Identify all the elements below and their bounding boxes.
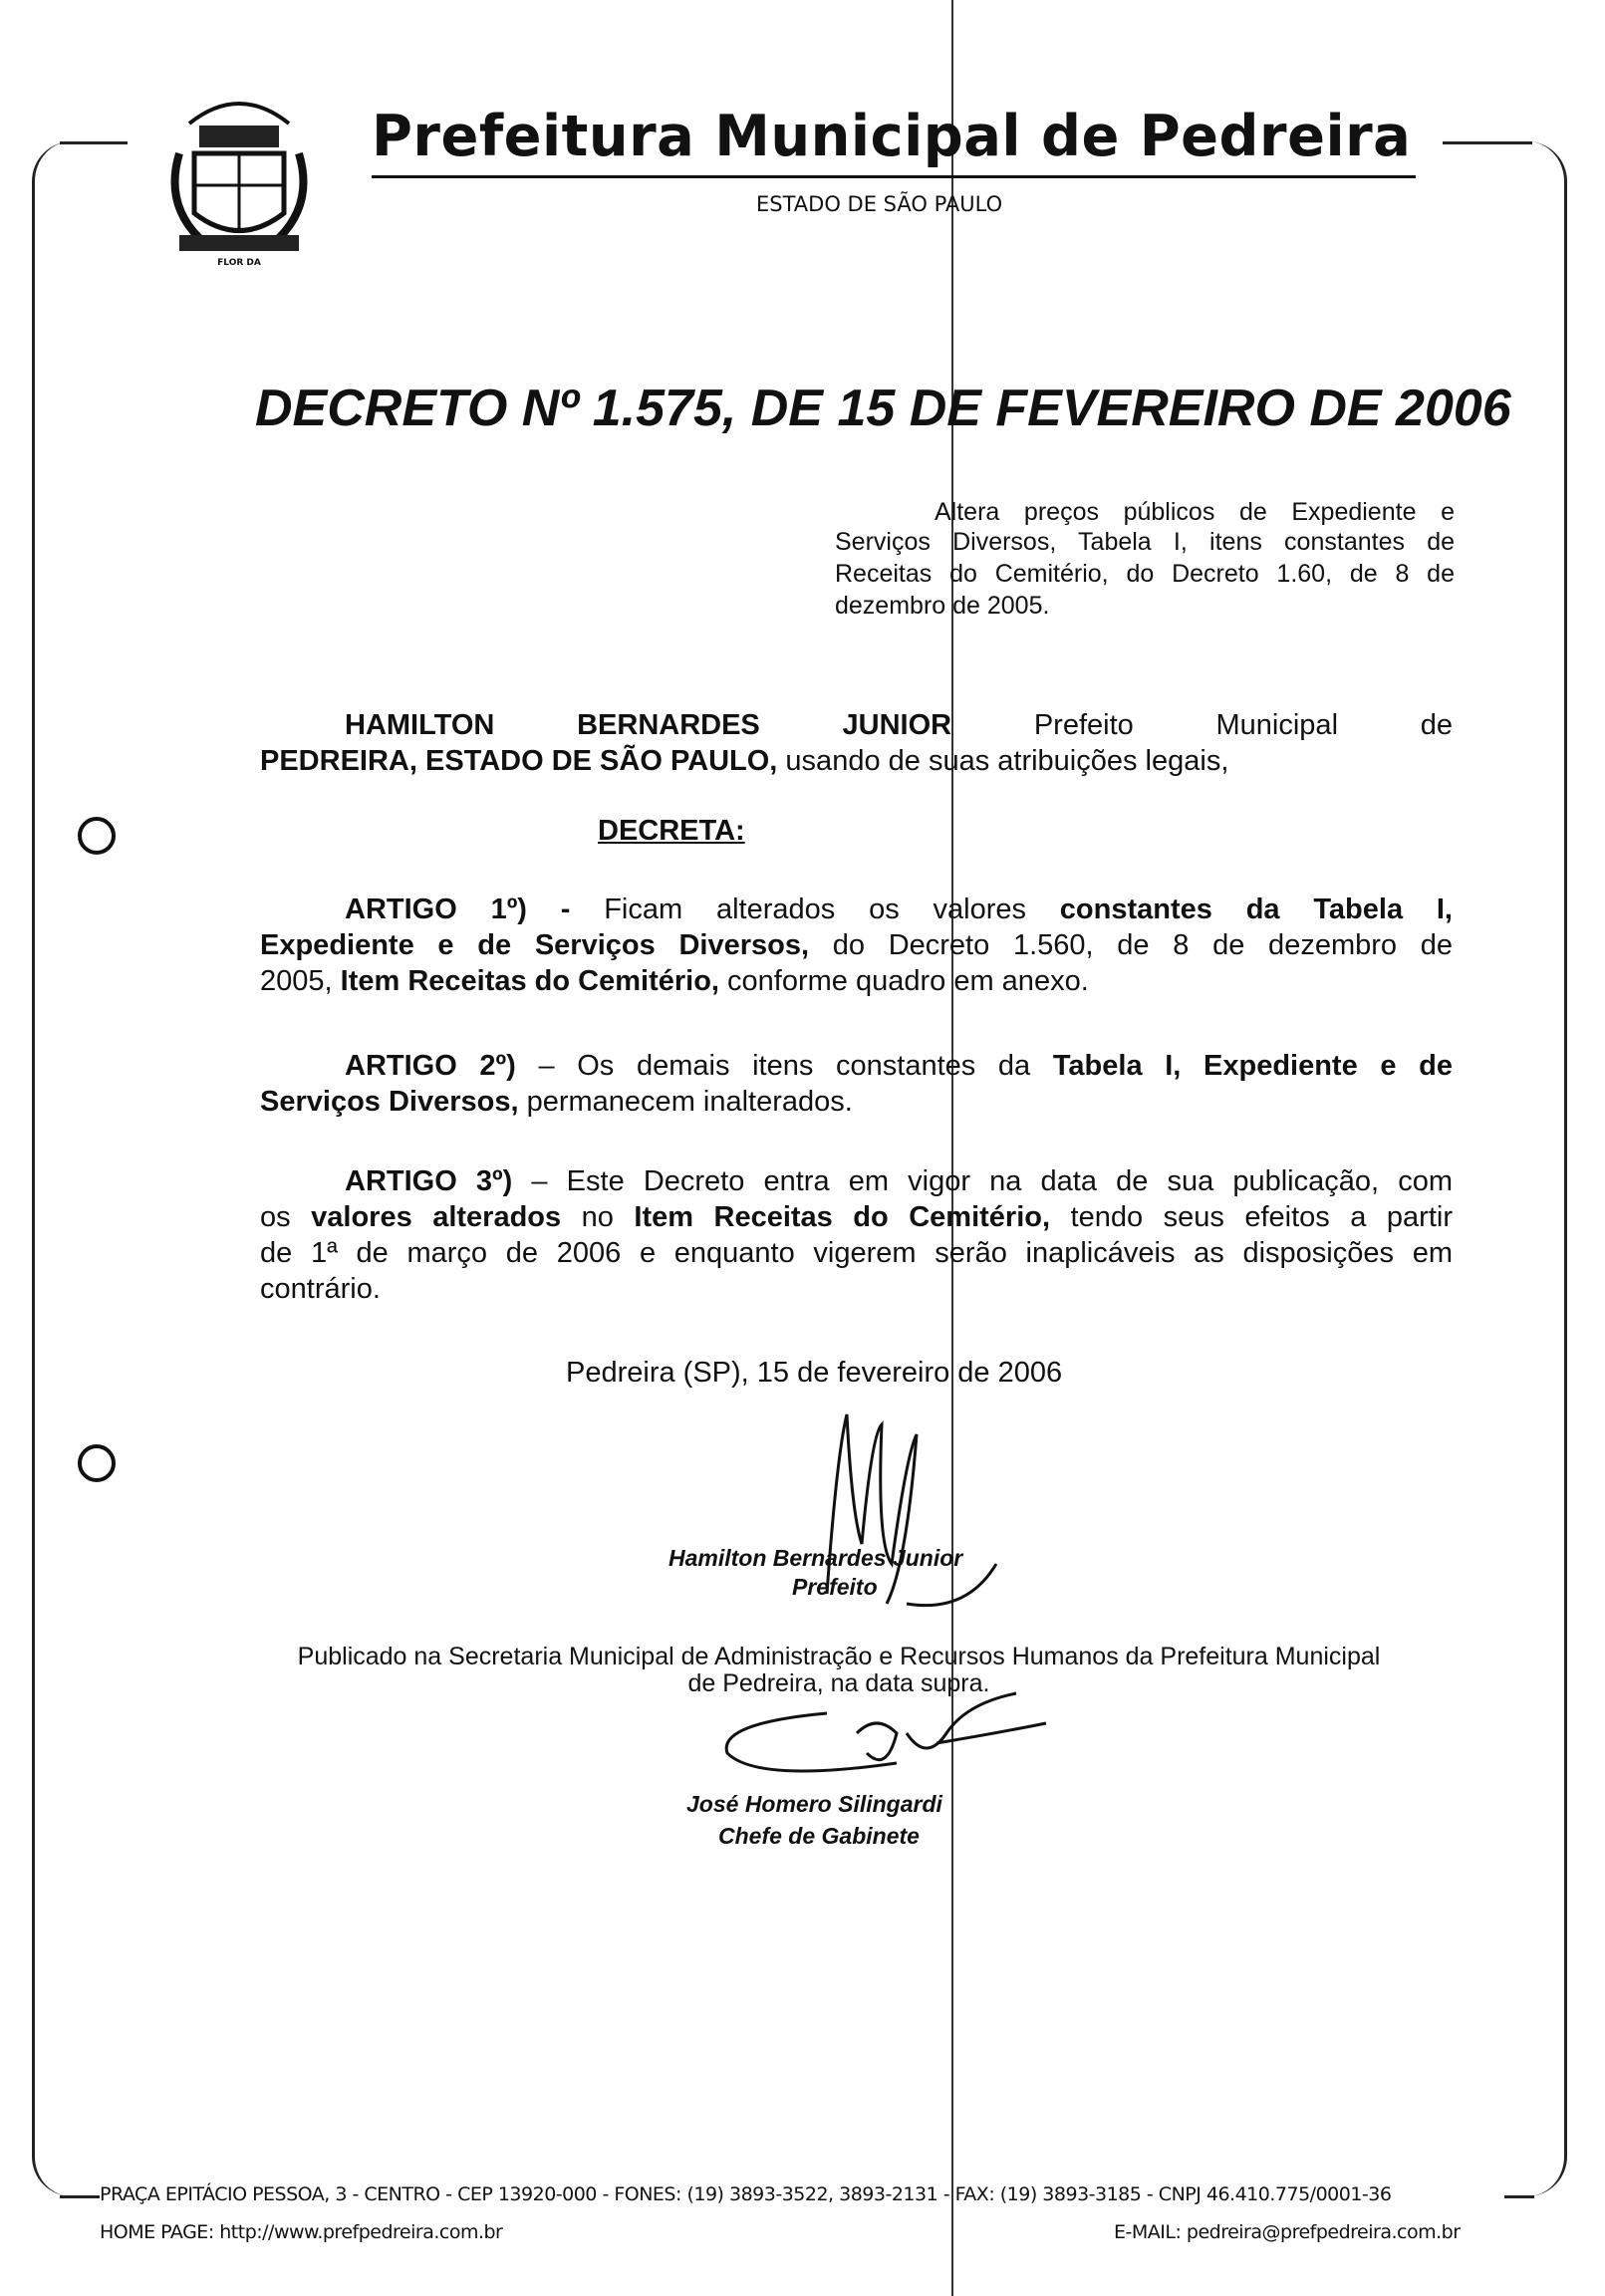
signer1-name: Hamilton Bernardes Junior [669, 1545, 963, 1571]
scan-artifact-line [951, 0, 953, 2296]
signer2-name: José Homero Silingardi [686, 1791, 942, 1817]
paragraph-line [345, 1165, 1453, 1198]
paragraph-line [260, 1273, 1453, 1306]
paragraph-line [345, 1050, 1453, 1083]
paragraph-line [260, 1201, 1453, 1234]
text-segment: Item Receitas do Cemitério, [340, 965, 719, 997]
footer-homepage[interactable]: HOME PAGE: http://www.prefpedreira.com.br [100, 2221, 503, 2243]
text-segment: Prefeito Municipal de [951, 709, 1453, 741]
text-segment: HAMILTON BERNARDES JUNIOR [345, 709, 952, 741]
text-segment: – Os demais itens constantes da [515, 1050, 1053, 1082]
summary-line: Receitas do Cemitério, do Decreto 1.60, de 8 de [835, 560, 1455, 588]
svg-text:FLOR DA: FLOR DA [217, 258, 261, 268]
place-date: Pedreira (SP), 15 de fevereiro de 2006 [566, 1357, 1063, 1389]
paragraph-line [260, 929, 1453, 962]
text-segment: constantes da Tabela I, [1059, 893, 1453, 925]
text-segment: – Este Decreto entra em vigor na data de sua publicação, com [512, 1165, 1453, 1197]
text-segment: permanecem inalterados. [518, 1086, 853, 1118]
paragraph-line [260, 1237, 1453, 1270]
border-line [1443, 141, 1532, 144]
summary-line: dezembro de 2005. [835, 592, 1050, 620]
text-segment: ARTIGO 2º) [345, 1050, 516, 1082]
border-line [60, 2195, 100, 2198]
punch-hole [78, 817, 116, 855]
text-segment: ARTIGO 3º) [345, 1165, 513, 1197]
publication-line: Publicado na Secretaria Municipal de Administração e Recursos Humanos da Prefeitura Municipal [297, 1643, 1381, 1670]
text-segment: do Decreto 1.560, de 8 de dezembro de [809, 929, 1453, 961]
paragraph-line [260, 745, 1453, 778]
header-state: ESTADO DE SÃO PAULO [756, 192, 1003, 216]
summary-line: Altera preços públicos de Expediente e [935, 498, 1455, 526]
footer-email[interactable]: E-MAIL: pedreira@prefpedreira.com.br [1114, 2221, 1461, 2243]
paragraph-line [345, 709, 1453, 742]
title-underline [372, 175, 1416, 178]
signature-chief [697, 1673, 1076, 1803]
border-line [60, 141, 128, 144]
text-segment: no [561, 1201, 635, 1233]
text-segment: de 1ª de março de 2006 e enquanto vigerem serão inaplicáveis as disposições em [260, 1237, 1453, 1269]
footer-address: PRAÇA EPITÁCIO PESSOA, 3 - CENTRO - CEP 13920-000 - FONES: (19) 3893-3522, 3893-2131 - FAX: (19) 3893-3185 - CNPJ 46.410.775/0001-36 [100, 2183, 1392, 2205]
text-segment: Item Receitas do Cemitério, [634, 1201, 1051, 1233]
border-line [1504, 2195, 1534, 2198]
text-segment: os [260, 1201, 312, 1233]
summary-line: Serviços Diversos, Tabela I, itens constantes de [835, 528, 1455, 556]
text-segment: 2005, [260, 965, 341, 997]
text-segment: Ficam alterados os valores [604, 893, 1060, 925]
publication-line: de Pedreira, na data supra. [687, 1669, 990, 1697]
header-title: Prefeitura Municipal de Pedreira [372, 104, 1412, 169]
text-segment: valores alterados [311, 1201, 562, 1233]
decree-title: DECRETO Nº 1.575, DE 15 DE FEVEREIRO DE 2006 [255, 380, 1511, 437]
text-segment: Expediente e de Serviços Diversos, [260, 929, 810, 961]
text-segment: ARTIGO 1º) - [345, 893, 605, 925]
text-segment: Tabela I, Expediente e de [1052, 1050, 1454, 1082]
decreta-heading: DECRETA: [598, 815, 745, 847]
text-segment: Serviços Diversos, [260, 1086, 519, 1118]
punch-hole [78, 1444, 116, 1482]
paragraph-line [345, 893, 1453, 926]
paragraph-line [260, 965, 1453, 998]
text-segment: tendo seus efeitos a partir [1050, 1201, 1453, 1233]
text-segment: conforme quadro em anexo. [718, 965, 1089, 997]
text-segment: contrário. [260, 1273, 381, 1305]
signer2-role: Chefe de Gabinete [718, 1823, 920, 1849]
text-segment: PEDREIRA, ESTADO DE SÃO PAULO, [260, 745, 778, 777]
municipal-crest-logo [159, 64, 319, 273]
text-segment: usando de suas atribuições legais, [777, 745, 1229, 777]
signer1-role: Prefeito [792, 1574, 878, 1600]
paragraph-line [260, 1086, 1453, 1119]
